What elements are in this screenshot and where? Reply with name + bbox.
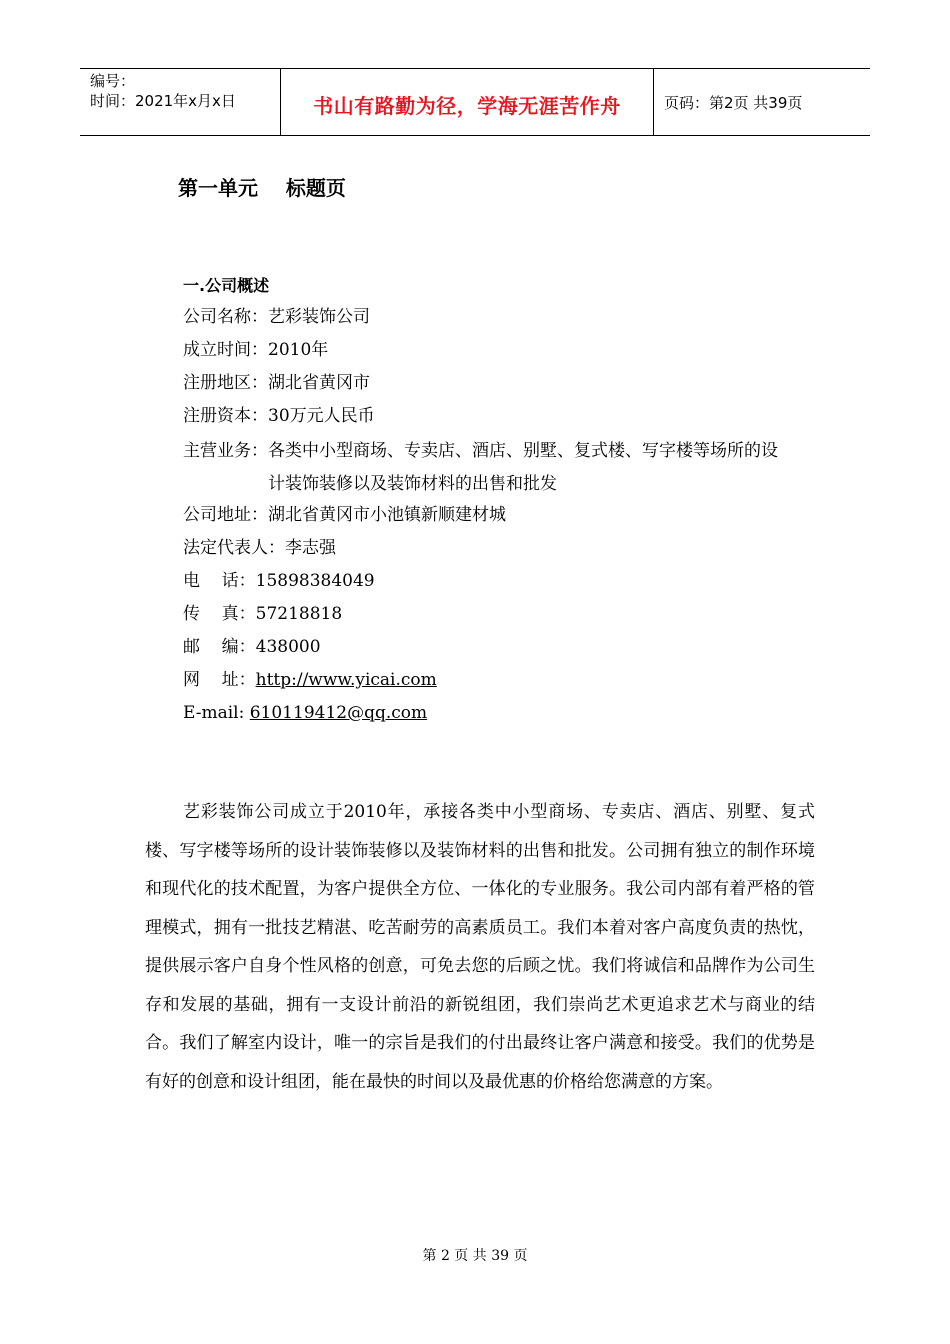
info-row-founded xyxy=(183,336,788,369)
info-label: 法定代表人： xyxy=(183,538,285,558)
rep-value: 李志强 xyxy=(285,538,336,558)
header-page-info: 页码：第2页 共39页 xyxy=(664,93,803,112)
info-row-rep xyxy=(183,534,788,567)
phone-value: 15898384049 xyxy=(255,571,375,591)
header-motto: 书山有路勤为径，学海无涯苦作舟 xyxy=(281,69,654,135)
info-row-phone xyxy=(183,567,788,600)
business-value: 各类中小型商场、专卖店、酒店、别墅、复式楼、写字楼等场所的设计装饰装修以及装饰材料的出售和批发 xyxy=(268,441,778,494)
number-label: 编号： xyxy=(90,72,136,90)
company-description: 艺彩装饰公司成立于2010年，承接各类中小型商场、专卖店、酒店、别墅、复式楼、写字楼等场所的设计装饰装修以及装饰材料的出售和批发。公司拥有独立的制作环境和现代化的技术配置，为客户提供全方位、一体化的专业服务。我公司内部有着严格的管理模式，拥有一批技艺精湛、吃苦耐劳的高素质员工。我们本着对客户高度负责的热忱，提供展示客户自身个性风格的创意，可免去您的后顾之忧。我们将诚信和品牌作为公司生存和发展的基础，拥有一支设计前沿的新锐组团，我们崇尚艺术更追求艺术与商业的结合。我们了解室内设计，唯一的宗旨是我们的付出最终让客户满意和接受。我们的优势是有好的创意和设计组团，能在最快的时间以及最优惠的价格给您满意的方案。 xyxy=(145,802,815,1092)
capital-value: 30万元人民币 xyxy=(268,406,375,426)
info-row-address xyxy=(183,501,788,534)
region-value: 湖北省黄冈市 xyxy=(268,373,370,393)
page-footer: 第 2 页 共 39 页 xyxy=(422,1248,528,1264)
info-label: 注册资本： xyxy=(183,406,268,426)
info-label: 主营业务： xyxy=(183,441,268,461)
website-link[interactable]: http://www.yicai.com xyxy=(255,670,437,690)
info-label: 公司名称： xyxy=(183,307,268,327)
unit-title: 第一单元 标题页 xyxy=(178,176,346,200)
time-label: 时间：2021年x月x日 xyxy=(90,92,236,110)
postcode-value: 438000 xyxy=(255,637,321,657)
company-name: 艺彩装饰公司 xyxy=(268,307,370,327)
page-header xyxy=(80,68,870,136)
info-label: 电 话： xyxy=(183,571,256,591)
info-row-website xyxy=(183,666,788,699)
info-row-postcode xyxy=(183,633,788,666)
company-info xyxy=(183,303,788,732)
address-value: 湖北省黄冈市小池镇新顺建材城 xyxy=(268,505,506,525)
info-label: 公司地址： xyxy=(183,505,268,525)
header-meta xyxy=(80,69,281,135)
info-label: 传 真： xyxy=(183,604,256,624)
section-title: 一.公司概述 xyxy=(183,276,270,295)
info-row-name xyxy=(183,303,788,336)
fax-value: 57218818 xyxy=(255,604,343,624)
info-label: 网 址： xyxy=(183,670,256,690)
info-row-fax xyxy=(183,600,788,633)
founded-value: 2010年 xyxy=(268,340,329,360)
info-label: E-mail: xyxy=(183,703,250,723)
info-row-region xyxy=(183,369,788,402)
email-link[interactable]: 610119412@qq.com xyxy=(249,703,428,723)
info-label: 成立时间： xyxy=(183,340,268,360)
info-row-business xyxy=(183,435,788,501)
info-row-email xyxy=(183,699,788,732)
info-row-capital xyxy=(183,402,788,435)
info-label: 邮 编： xyxy=(183,637,256,657)
info-label: 注册地区： xyxy=(183,373,268,393)
